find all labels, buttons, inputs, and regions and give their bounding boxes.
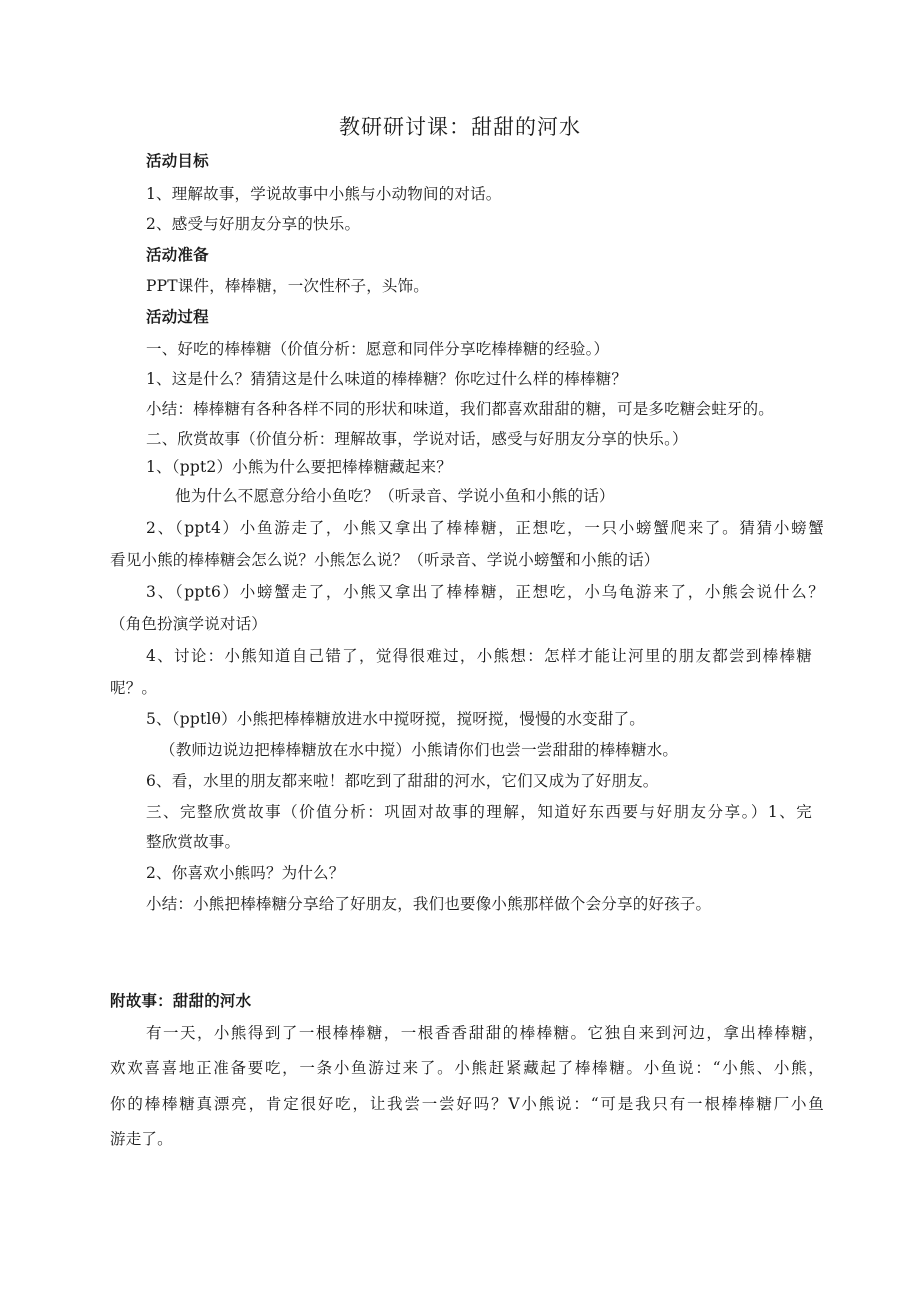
process-line: 1、（ppt2）小熊为什么要把棒棒糖藏起来？ bbox=[146, 458, 452, 476]
process-line: 3、（ppt6）小螃蟹走了，小熊又拿出了棒棒糖，正想吃，小乌龟游来了，小熊会说什么？ bbox=[146, 583, 824, 601]
story-heading: 附故事：甜甜的河水 bbox=[110, 992, 252, 1010]
goals-heading: 活动目标 bbox=[146, 152, 209, 170]
process-line: 2、你喜欢小熊吗？为什么？ bbox=[146, 864, 345, 882]
process-line: 小结：小熊把棒棒糖分享给了好朋友，我们也要像小熊那样做个会分享的好孩子。 bbox=[146, 895, 712, 913]
process-line: 他为什么不愿意分给小鱼吃？（听录音、学说小鱼和小熊的话） bbox=[175, 487, 615, 505]
process-line: 呢？。 bbox=[110, 679, 158, 697]
story-line: 欢欢喜喜地正准备要吃，一条小鱼游过来了。小熊赶紧藏起了棒棒糖。小鱼说：“小熊、小熊， bbox=[110, 1059, 824, 1077]
process-line: 2、（ppt4）小鱼游走了，小熊又拿出了棒棒糖，正想吃，一只小螃蟹爬来了。猜猜小螃蟹 bbox=[146, 519, 824, 537]
story-line: 有一天，小熊得到了一根棒棒糖，一根香香甜甜的棒棒糖。它独自来到河边，拿出棒棒糖， bbox=[146, 1024, 824, 1042]
process-line: 整欣赏故事。 bbox=[146, 833, 241, 851]
preparation-heading: 活动准备 bbox=[146, 246, 209, 264]
process-line: 小结：棒棒糖有各种各样不同的形状和味道，我们都喜欢甜甜的糖，可是多吃糖会蛀牙的。 bbox=[146, 400, 775, 418]
process-line: 4、讨论：小熊知道自己错了，觉得很难过，小熊想：怎样才能让河里的朋友都尝到棒棒糖 bbox=[146, 647, 812, 665]
process-line: 1、这是什么？猜猜这是什么味道的棒棒糖？你吃过什么样的棒棒糖？ bbox=[146, 370, 628, 388]
process-line: 6、看，水里的朋友都来啦！都吃到了甜甜的河水，它们又成为了好朋友。 bbox=[146, 772, 659, 790]
story-line: 游走了。 bbox=[110, 1130, 173, 1148]
goal-item: 1、理解故事，学说故事中小熊与小动物间的对话。 bbox=[146, 185, 502, 203]
preparation-text: PPT课件，棒棒糖，一次性杯子，头饰。 bbox=[146, 277, 429, 295]
process-line: 一、好吃的棒棒糖（价值分析：愿意和同伴分享吃棒棒糖的经验。） bbox=[146, 340, 610, 358]
goal-item: 2、感受与好朋友分享的快乐。 bbox=[146, 215, 361, 233]
process-line: 三、完整欣赏故事（价值分析：巩固对故事的理解，知道好东西要与好朋友分享。）1、完 bbox=[146, 803, 812, 821]
process-line: 5、（pptlθ）小熊把棒棒糖放进水中搅呀搅，搅呀搅，慢慢的水变甜了。 bbox=[146, 710, 645, 728]
page-title: 教研研讨课：甜甜的河水 bbox=[339, 115, 581, 139]
process-line: 二、欣赏故事（价值分析：理解故事，学说对话，感受与好朋友分享的快乐。） bbox=[146, 430, 688, 448]
process-line: （角色扮演学说对话） bbox=[110, 615, 268, 633]
story-line: 你的棒棒糖真漂亮，肯定很好吃，让我尝一尝好吗？V小熊说：“可是我只有一根棒棒糖厂小鱼 bbox=[110, 1095, 824, 1113]
process-line: 看见小熊的棒棒糖会怎么说？小熊怎么说？（听录音、学说小螃蟹和小熊的话） bbox=[110, 551, 660, 569]
process-line: （教师边说边把棒棒糖放在水中搅）小熊请你们也尝一尝甜甜的棒棒糖水。 bbox=[160, 741, 679, 759]
process-heading: 活动过程 bbox=[146, 308, 209, 326]
